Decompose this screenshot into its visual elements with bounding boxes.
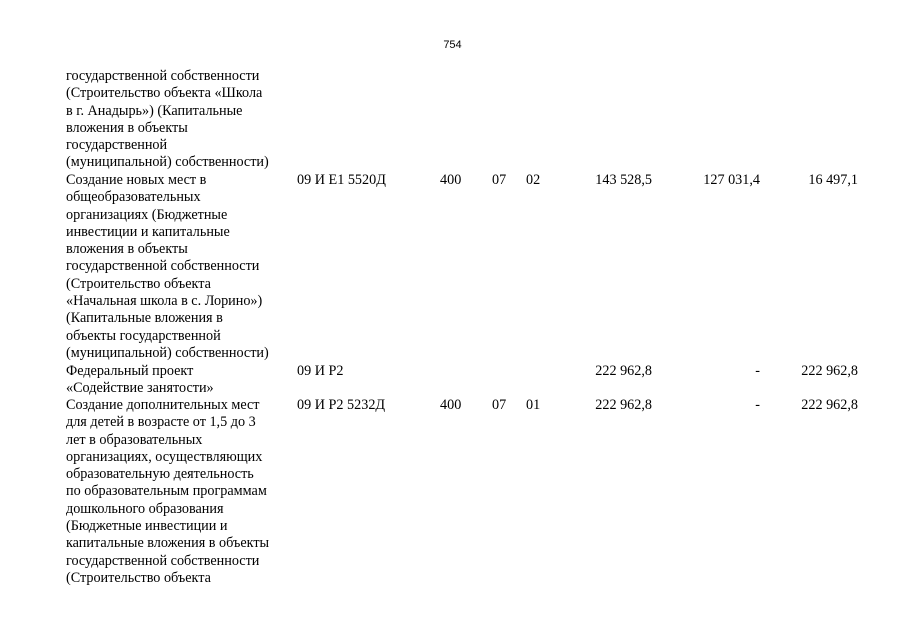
federal-amount: -: [755, 363, 760, 379]
subsection-code: 02: [526, 172, 541, 188]
description-line: государственной собственности: [66, 552, 260, 569]
regional-amount: 16 497,1: [808, 172, 858, 188]
description-line: организациях (Бюджетные: [66, 206, 228, 223]
total-amount: 143 528,5: [595, 172, 652, 188]
section-code: 07: [492, 172, 507, 188]
expense-type-code: 400: [440, 172, 462, 188]
continuation-description: [66, 68, 294, 172]
description-line: (Строительство объекта: [66, 569, 211, 586]
description-line: государственной собственности: [66, 258, 260, 275]
target-article-code: 09 И Р2 5232Д: [297, 397, 386, 413]
description-line: дошкольного образования: [66, 500, 224, 517]
description-line: вложения в объекты: [66, 119, 188, 136]
description-line: организациях, осуществляющих: [66, 448, 263, 465]
description-line: объекты государственной: [66, 327, 221, 344]
description-line: (Бюджетные инвестиции и: [66, 518, 228, 535]
row-description: [66, 397, 294, 587]
description-line: «Начальная школа в с. Лорино»): [66, 293, 263, 310]
description-line: Создание дополнительных мест: [66, 397, 260, 413]
description-line: капитальные вложения в объекты: [66, 535, 270, 552]
description-line: образовательную деятельность: [66, 466, 254, 483]
expense-type-code: 400: [440, 397, 462, 413]
description-line: по образовательным программам: [66, 483, 267, 500]
description-line: вложения в объекты: [66, 241, 188, 258]
description-line: государственной: [66, 137, 168, 154]
page-number: 754: [443, 39, 462, 51]
description-line: в г. Анадырь») (Капитальные: [66, 102, 243, 119]
row-description: [66, 172, 294, 362]
description-line: лет в образовательных: [66, 431, 203, 448]
description-line: (муниципальной) собственности): [66, 154, 269, 171]
description-line: инвестиции и капитальные: [66, 223, 230, 240]
row-description: [66, 363, 294, 398]
target-article-code: 09 И Е1 5520Д: [297, 172, 386, 188]
total-amount: 222 962,8: [595, 363, 652, 379]
description-line: Создание новых мест в: [66, 172, 207, 188]
description-line: (Строительство объекта: [66, 275, 211, 292]
description-line: Федеральный проект: [66, 363, 194, 379]
regional-amount: 222 962,8: [801, 397, 858, 413]
description-line: (муниципальной) собственности): [66, 344, 269, 361]
total-amount: 222 962,8: [595, 397, 652, 413]
description-line: «Содействие занятости»: [66, 380, 214, 397]
description-line: общеобразовательных: [66, 189, 201, 206]
description-line: для детей в возрасте от 1,5 до 3: [66, 414, 256, 431]
subsection-code: 01: [526, 397, 541, 413]
description-line: государственной собственности: [66, 68, 260, 84]
description-line: (Капитальные вложения в: [66, 310, 223, 327]
federal-amount: 127 031,4: [703, 172, 760, 188]
description-line: (Строительство объекта «Школа: [66, 85, 263, 102]
federal-amount: -: [755, 397, 760, 413]
regional-amount: 222 962,8: [801, 363, 858, 379]
section-code: 07: [492, 397, 507, 413]
target-article-code: 09 И Р2: [297, 363, 344, 379]
